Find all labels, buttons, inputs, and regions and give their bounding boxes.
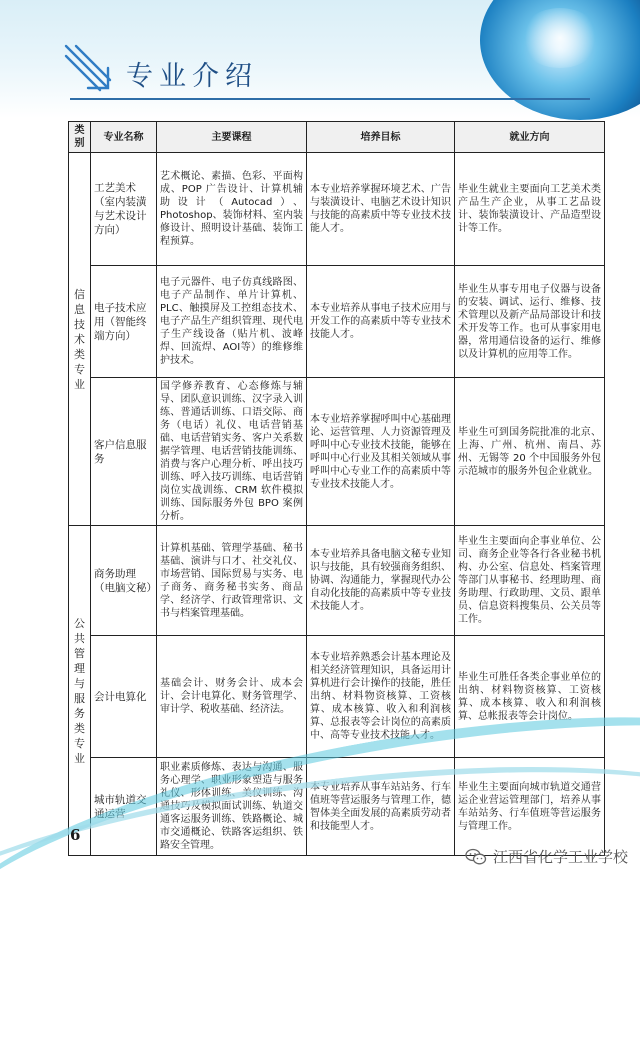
program-name: 客户信息服务 bbox=[91, 378, 157, 526]
program-courses: 电子元器件、电子仿真线路图、电子产品制作、单片计算机、PLC、触摸屏及工控组态技术、电子产品生产组织管理、现代电子生产线设备（贴片机、波峰焊、回流焊、AOI等）的维修维护技术。 bbox=[157, 266, 307, 378]
arrow-icon bbox=[62, 42, 114, 94]
footer-brand bbox=[465, 846, 628, 867]
program-goal: 本专业培养熟悉会计基本理论及相关经济管理知识，具备运用计算机进行会计操作的技能，胜任出纳、材料物资核算、工资核算、成本核算、收入和利润核算、总报表等会计岗位的高素质中、高等专业技术技能人才。 bbox=[307, 636, 455, 758]
program-courses: 职业素质修炼、表达与沟通、服务心理学、职业形象塑造与服务礼仪、形体训练、美仪训练、沟通技巧及模拟面试训练、轨道交通客运服务训练、铁路概论、城市交通概论、铁路客运组织、铁路安全管理。 bbox=[157, 758, 307, 856]
program-career: 毕业生可到国务院批准的北京、上海、广州、杭州、南昌、苏州、无锡等 20 个中国服务外包示范城市的服务外包企业就业。 bbox=[455, 378, 605, 526]
program-career: 毕业生可胜任各类企事业单位的出纳、材料物资核算、工资核算、成本核算、收入和利润核算、总帐报表等会计岗位。 bbox=[455, 636, 605, 758]
title-divider bbox=[70, 98, 590, 100]
program-goal: 本专业培养掌握呼叫中心基础理论、运营管理、人力资源管理及呼叫中心专业技术技能，能够在呼叫中心行业及其相关领域从事呼叫中心专业工作的高素质中等专业技术技能人才。 bbox=[307, 378, 455, 526]
program-courses: 基础会计、财务会计、成本会计、会计电算化、财务管理学、审计学、税收基础、经济法。 bbox=[157, 636, 307, 758]
program-courses: 艺术概论、素描、色彩、平面构成、POP 广告设计、计算机辅助设计（Autocad）、Photoshop、装饰材料、室内装修设计、照明设计基础、装饰工程预算。 bbox=[157, 153, 307, 266]
wechat-icon bbox=[465, 848, 487, 866]
table-header-row bbox=[69, 122, 605, 153]
program-courses: 计算机基础、管理学基础、秘书基础、演讲与口才、社交礼仪、市场营销、国际贸易与实务、电子商务、商务秘书实务、商品学、经济学、行政管理常识、文书与档案管理基础。 bbox=[157, 526, 307, 636]
header-name: 专业名称 bbox=[91, 122, 157, 153]
footer-brand-text: 江西省化学工业学校 bbox=[492, 848, 628, 866]
category-cell: 公共管理与服务类专业 bbox=[69, 526, 91, 856]
header-courses: 主要课程 bbox=[157, 122, 307, 153]
program-goal: 本专业培养从事电子技术应用与开发工作的高素质中等专业技术技能人才。 bbox=[307, 266, 455, 378]
program-courses: 国学修养教育、心态修炼与辅导、团队意识训练、汉字录入训练、普通话训练、口语交际、商务（电话）礼仪、电话营销基础、电话营销实务、客户关系数据学管理、电话营销技能训练、消费与客户心理分析、呼出技巧训练、呼入技巧训练、电话营销岗位实战训练、CRM 软件模拟训练、国际服务外包 BPO 案例分析。 bbox=[157, 378, 307, 526]
program-goal: 本专业培养从事车站站务、行车值班等营运服务与管理工作，德智体美全面发展的高素质劳动者和技能型人才。 bbox=[307, 758, 455, 856]
program-name: 会计电算化 bbox=[91, 636, 157, 758]
page-title: 专业介绍 bbox=[126, 61, 258, 92]
table-row bbox=[69, 153, 605, 266]
program-name: 城市轨道交通运营 bbox=[91, 758, 157, 856]
program-name: 商务助理（电脑文秘） bbox=[91, 526, 157, 636]
table-row bbox=[69, 526, 605, 636]
program-name: 电子技术应用（智能终端方向） bbox=[91, 266, 157, 378]
table-row bbox=[69, 378, 605, 526]
page-number: 6 bbox=[70, 826, 81, 844]
globe-shine bbox=[520, 8, 600, 68]
program-career: 毕业生就业主要面向工艺美术类产品生产企业，从事工艺品设计、装饰装潢设计、产品造型设计等工作。 bbox=[455, 153, 605, 266]
header-career: 就业方向 bbox=[455, 122, 605, 153]
table-row bbox=[69, 266, 605, 378]
program-goal: 本专业培养掌握环境艺术、广告与装潢设计、电脑艺术设计知识与技能的高素质中等专业技术技能人才。 bbox=[307, 153, 455, 266]
header-category: 类别 bbox=[69, 122, 91, 153]
program-career: 毕业生主要面向企事业单位、公司、商务企业等各行各业秘书机构、办公室、信息处、档案管理等部门从事秘书、经理助理、商务助理、行政助理、文员、跟单员、信息资料搜集员、公关员等工作。 bbox=[455, 526, 605, 636]
header-goal: 培养目标 bbox=[307, 122, 455, 153]
category-cell: 信息技术类专业 bbox=[69, 153, 91, 526]
program-goal: 本专业培养具备电脑文秘专业知识与技能，具有较强商务组织、协调、沟通能力，掌握现代办公自动化技能的高素质中等专业技术技能人才。 bbox=[307, 526, 455, 636]
program-career: 毕业生主要面向城市轨道交通营运企业营运管理部门，培养从事车站站务、行车值班等营运服务与管理工作。 bbox=[455, 758, 605, 856]
program-career: 毕业生从事专用电子仪器与设备的安装、调试、运行、维修、技术管理以及新产品局部设计和技术开发等工作。也可从事家用电器，常用通信设备的运行、维修以及计算机的应用等工作。 bbox=[455, 266, 605, 378]
program-name: 工艺美术（室内装潢与艺术设计方向） bbox=[91, 153, 157, 266]
